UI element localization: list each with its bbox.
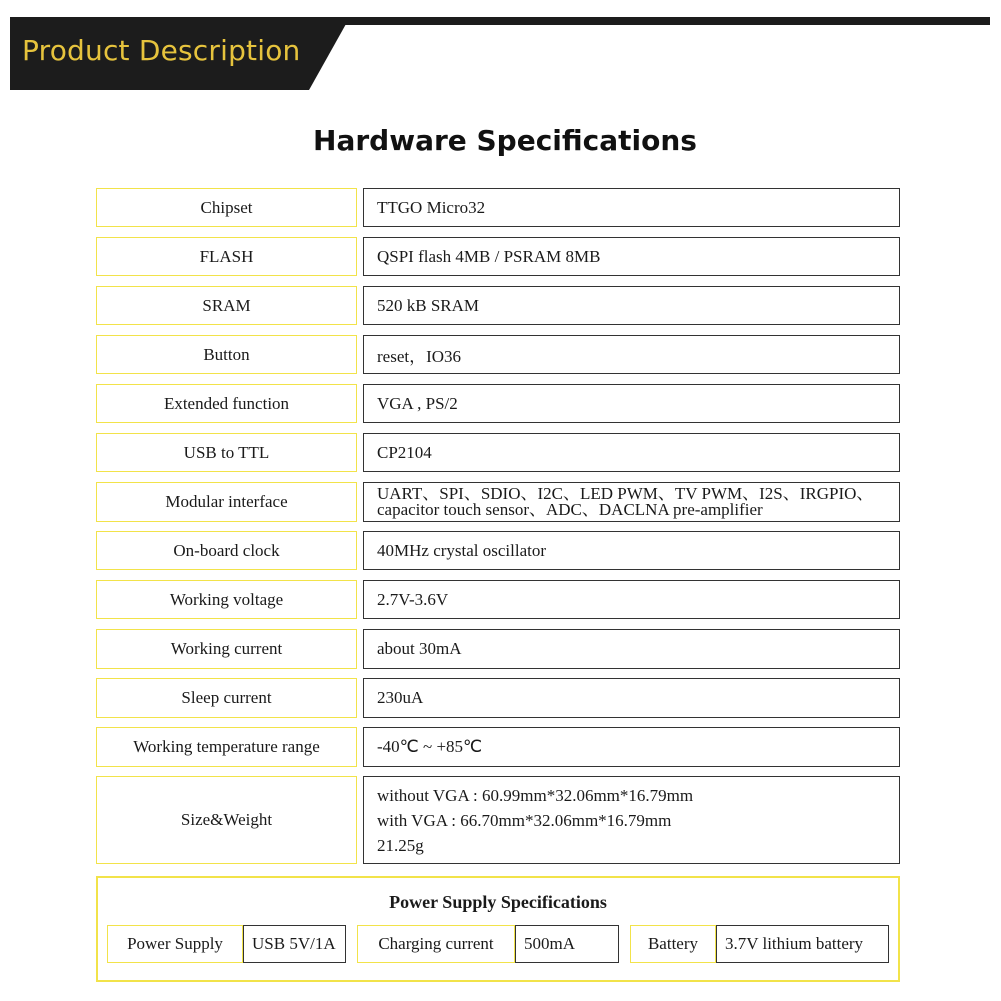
spec-label: Extended function xyxy=(96,384,357,423)
spec-label: USB to TTL xyxy=(96,433,357,472)
spec-value: -40℃ ~ +85℃ xyxy=(363,727,900,767)
banner-title: Product Description xyxy=(22,34,301,67)
power-supply-label: Power Supply xyxy=(107,925,243,963)
battery-label: Battery xyxy=(630,925,716,963)
spec-row-chipset xyxy=(96,188,900,227)
spec-label: Sleep current xyxy=(96,678,357,718)
spec-label: FLASH xyxy=(96,237,357,276)
spec-value-line: capacitor touch sensor、ADC、DACLNA pre-amplifier xyxy=(377,500,763,519)
spec-row-working-voltage xyxy=(96,580,900,619)
power-panel-title: Power Supply Specifications xyxy=(389,892,607,912)
spec-value: 230uA xyxy=(363,678,900,718)
spec-row-size-weight xyxy=(96,776,900,864)
spec-row-button xyxy=(96,335,900,374)
spec-row-flash xyxy=(96,237,900,276)
spec-value: about 30mA xyxy=(363,629,900,669)
power-supply-value: USB 5V/1A xyxy=(243,925,346,963)
spec-value: 520 kB SRAM xyxy=(363,286,900,325)
power-supply-panel xyxy=(96,876,900,982)
spec-label: Size&Weight xyxy=(96,776,357,864)
battery-value: 3.7V lithium battery xyxy=(716,925,889,963)
spec-value-line: with VGA : 66.70mm*32.06mm*16.79mm xyxy=(377,810,672,830)
spec-value: reset，IO36 xyxy=(363,335,900,374)
spec-value: QSPI flash 4MB / PSRAM 8MB xyxy=(363,237,900,276)
spec-value-line: UART、SPI、SDIO、I2C、LED PWM、TV PWM、I2S、IRGPIO、 xyxy=(377,484,874,503)
spec-row-sram xyxy=(96,286,900,325)
spec-value: CP2104 xyxy=(363,433,900,472)
spec-label: On-board clock xyxy=(96,531,357,570)
spec-value: 40MHz crystal oscillator xyxy=(363,531,900,570)
spec-row-working-current xyxy=(96,629,900,669)
spec-label: SRAM xyxy=(96,286,357,325)
spec-value: TTGO Micro32 xyxy=(363,188,900,227)
charging-current-label: Charging current xyxy=(357,925,515,963)
page-title: Hardware Specifications xyxy=(313,124,697,157)
spec-label: Button xyxy=(96,335,357,374)
spec-label: Working current xyxy=(96,629,357,669)
spec-label: Working temperature range xyxy=(96,727,357,767)
spec-row-sleep-current xyxy=(96,678,900,718)
spec-value-line: 21.25g xyxy=(377,835,424,855)
charging-current-value: 500mA xyxy=(515,925,619,963)
spec-row-working-temperature xyxy=(96,727,900,767)
spec-row-modular-interface xyxy=(96,482,900,522)
top-divider-line xyxy=(10,17,990,25)
spec-row-extended-function xyxy=(96,384,900,423)
spec-label: Working voltage xyxy=(96,580,357,619)
spec-value: 2.7V-3.6V xyxy=(363,580,900,619)
spec-label: Modular interface xyxy=(96,482,357,522)
spec-value xyxy=(363,482,900,522)
spec-row-usb-to-ttl xyxy=(96,433,900,472)
spec-value: VGA , PS/2 xyxy=(363,384,900,423)
spec-value xyxy=(363,776,900,864)
spec-value-line: without VGA : 60.99mm*32.06mm*16.79mm xyxy=(377,785,694,805)
spec-label: Chipset xyxy=(96,188,357,227)
spec-row-on-board-clock xyxy=(96,531,900,570)
